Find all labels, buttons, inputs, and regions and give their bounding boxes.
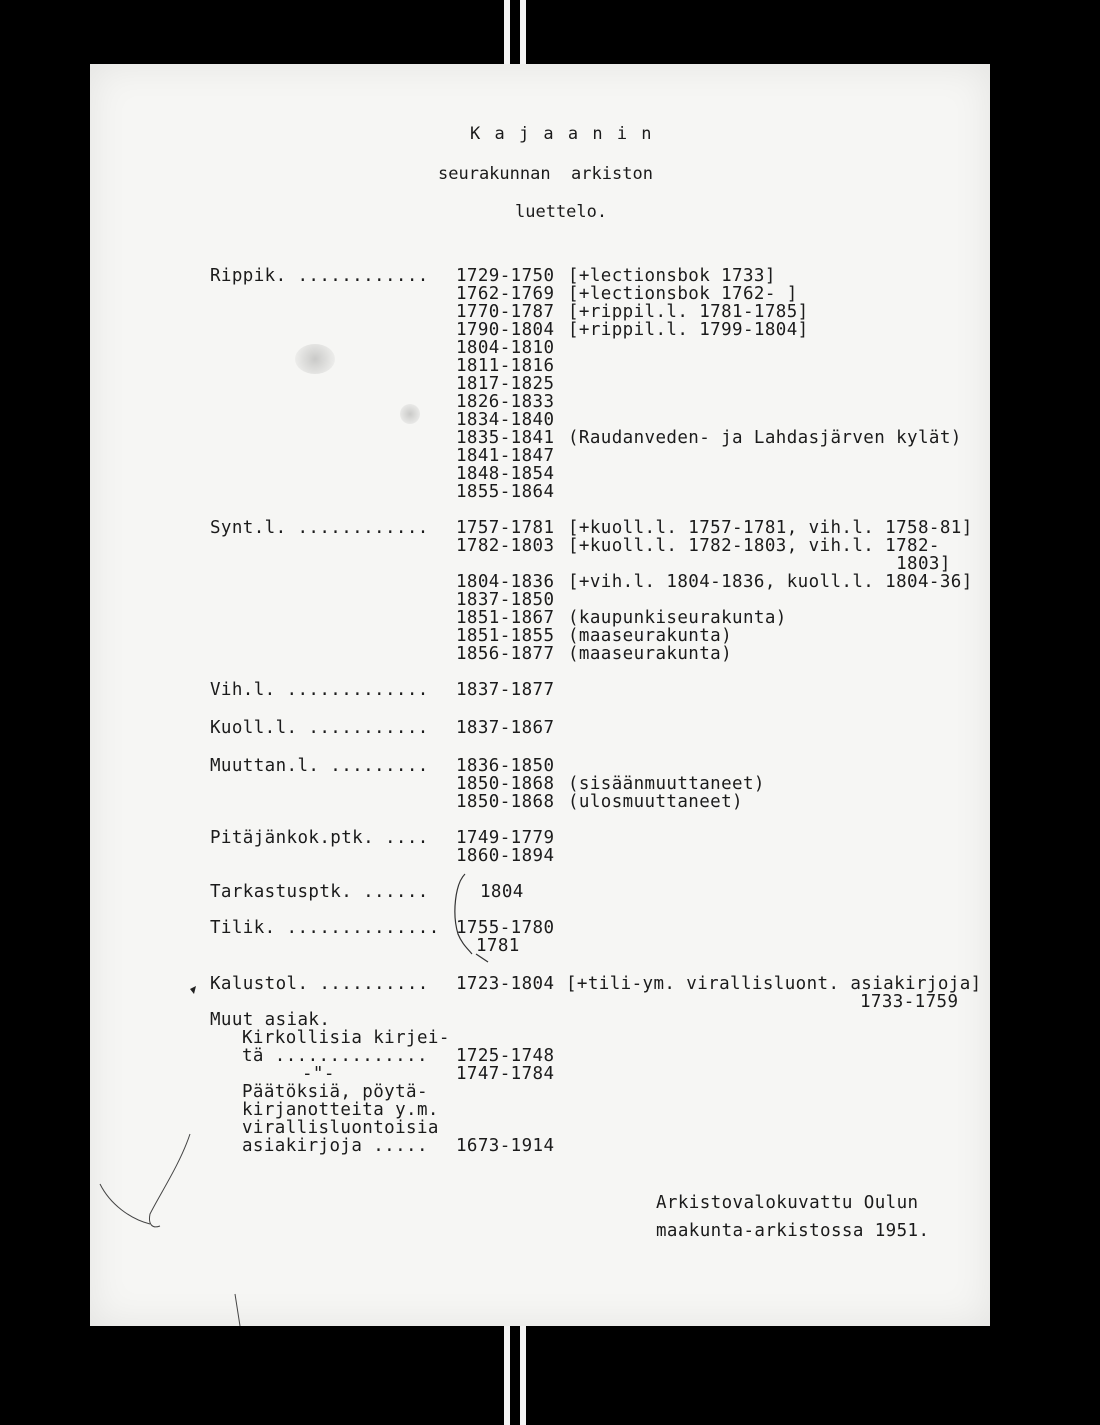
note: [+rippil.l. 1799-1804] xyxy=(568,320,809,340)
subentry-label: asiakirjoja ..... xyxy=(242,1136,428,1156)
note: [+lectionsbok 1762- ] xyxy=(568,284,798,304)
year-range: 1817-1825 xyxy=(456,374,555,394)
year-range: 1860-1894 xyxy=(456,846,555,866)
year-range: 1850-1868 xyxy=(456,774,555,794)
subentry-label: tä .............. xyxy=(242,1046,428,1066)
film-strip-bottom xyxy=(496,1320,536,1425)
note: (maaseurakunta) xyxy=(568,644,733,664)
section-label-muuttan: Muuttan.l. ......... xyxy=(210,756,429,776)
note: (maaseurakunta) xyxy=(568,626,733,646)
section-label-pitajankok: Pitäjänkok.ptk. .... xyxy=(210,828,429,848)
note: [+tili-ym. virallisluont. asiakirjoja] xyxy=(566,974,982,994)
subentry-label: -"- xyxy=(302,1064,335,1084)
year-range: 1848-1854 xyxy=(456,464,555,484)
document-page xyxy=(90,64,990,1326)
year-range: 1790-1804 xyxy=(456,320,555,340)
section-label-muut: Muut asiak. xyxy=(210,1010,331,1030)
year-range: 1782-1803 xyxy=(456,536,555,556)
archive-stamp-line-1: Arkistovalokuvattu Oulun xyxy=(656,1193,919,1213)
note: (Raudanveden- ja Lahdasjärven kylät) xyxy=(568,428,962,448)
note: [+vih.l. 1804-1836, kuoll.l. 1804-36] xyxy=(568,572,973,592)
page-subtitle-2: luettelo. xyxy=(515,202,608,222)
note: [+kuoll.l. 1757-1781, vih.l. 1758-81] xyxy=(568,518,973,538)
year-range: 1723-1804 xyxy=(456,974,555,994)
year-range: 1747-1784 xyxy=(456,1064,555,1084)
year-range: 1755-1780 xyxy=(456,918,555,938)
year-range: 1804-1810 xyxy=(456,338,555,358)
note: (kaupunkiseurakunta) xyxy=(568,608,787,628)
page-subtitle: seurakunnan arkiston xyxy=(438,164,653,184)
subentry-text: Päätöksiä, pöytä- xyxy=(242,1082,428,1102)
pencil-marks xyxy=(90,64,990,1326)
note: [+lectionsbok 1733] xyxy=(568,266,776,286)
year-range: 1836-1850 xyxy=(456,756,555,776)
year-range: 1851-1867 xyxy=(456,608,555,628)
section-label-tarkastusptk: Tarkastusptk. ...... xyxy=(210,882,429,902)
year-range: 1749-1779 xyxy=(456,828,555,848)
year-range: 1757-1781 xyxy=(456,518,555,538)
subentry-text: kirjanotteita y.m. xyxy=(242,1100,439,1120)
section-label-vih: Vih.l. ............. xyxy=(210,680,429,700)
subentry-text: Kirkollisia kirjei- xyxy=(242,1028,450,1048)
year-range: 1804-1836 xyxy=(456,572,555,592)
note: [+kuoll.l. 1782-1803, vih.l. 1782- xyxy=(568,536,940,556)
note: 1803] xyxy=(568,554,951,574)
year-range: 1837-1877 xyxy=(456,680,555,700)
year-range: 1835-1841 xyxy=(456,428,555,448)
film-strip-top xyxy=(496,0,536,70)
year-range: 1841-1847 xyxy=(456,446,555,466)
year-range: 1781 xyxy=(476,936,520,956)
year-range: 1770-1787 xyxy=(456,302,555,322)
year-range: 1826-1833 xyxy=(456,392,555,412)
page-title: K a j a a n i n xyxy=(470,124,654,144)
year-range: 1856-1877 xyxy=(456,644,555,664)
note: [+rippil.l. 1781-1785] xyxy=(568,302,809,322)
note: (ulosmuuttaneet) xyxy=(568,792,743,812)
year-range: 1804 xyxy=(480,882,524,902)
section-label-tilik: Tilik. .............. xyxy=(210,918,440,938)
year-range: 1811-1816 xyxy=(456,356,555,376)
section-label-synt: Synt.l. ............ xyxy=(210,518,429,538)
year-range: 1837-1867 xyxy=(456,718,555,738)
year-range: 1673-1914 xyxy=(456,1136,555,1156)
year-range: 1729-1750 xyxy=(456,266,555,286)
section-label-kuoll: Kuoll.l. ........... xyxy=(210,718,429,738)
year-range: 1850-1868 xyxy=(456,792,555,812)
year-range: 1725-1748 xyxy=(456,1046,555,1066)
year-range: 1834-1840 xyxy=(456,410,555,430)
year-range: 1851-1855 xyxy=(456,626,555,646)
section-label-kalustol: Kalustol. .......... xyxy=(210,974,429,994)
note: (sisäänmuuttaneet) xyxy=(568,774,765,794)
year-range: 1855-1864 xyxy=(456,482,555,502)
archive-stamp-line-2: maakunta-arkistossa 1951. xyxy=(656,1221,930,1241)
section-label-rippik: Rippik. ............ xyxy=(210,266,429,286)
year-range: 1762-1769 xyxy=(456,284,555,304)
subentry-text: virallisluontoisia xyxy=(242,1118,439,1138)
year-range: 1837-1850 xyxy=(456,590,555,610)
note-years: 1733-1759 xyxy=(860,992,959,1012)
